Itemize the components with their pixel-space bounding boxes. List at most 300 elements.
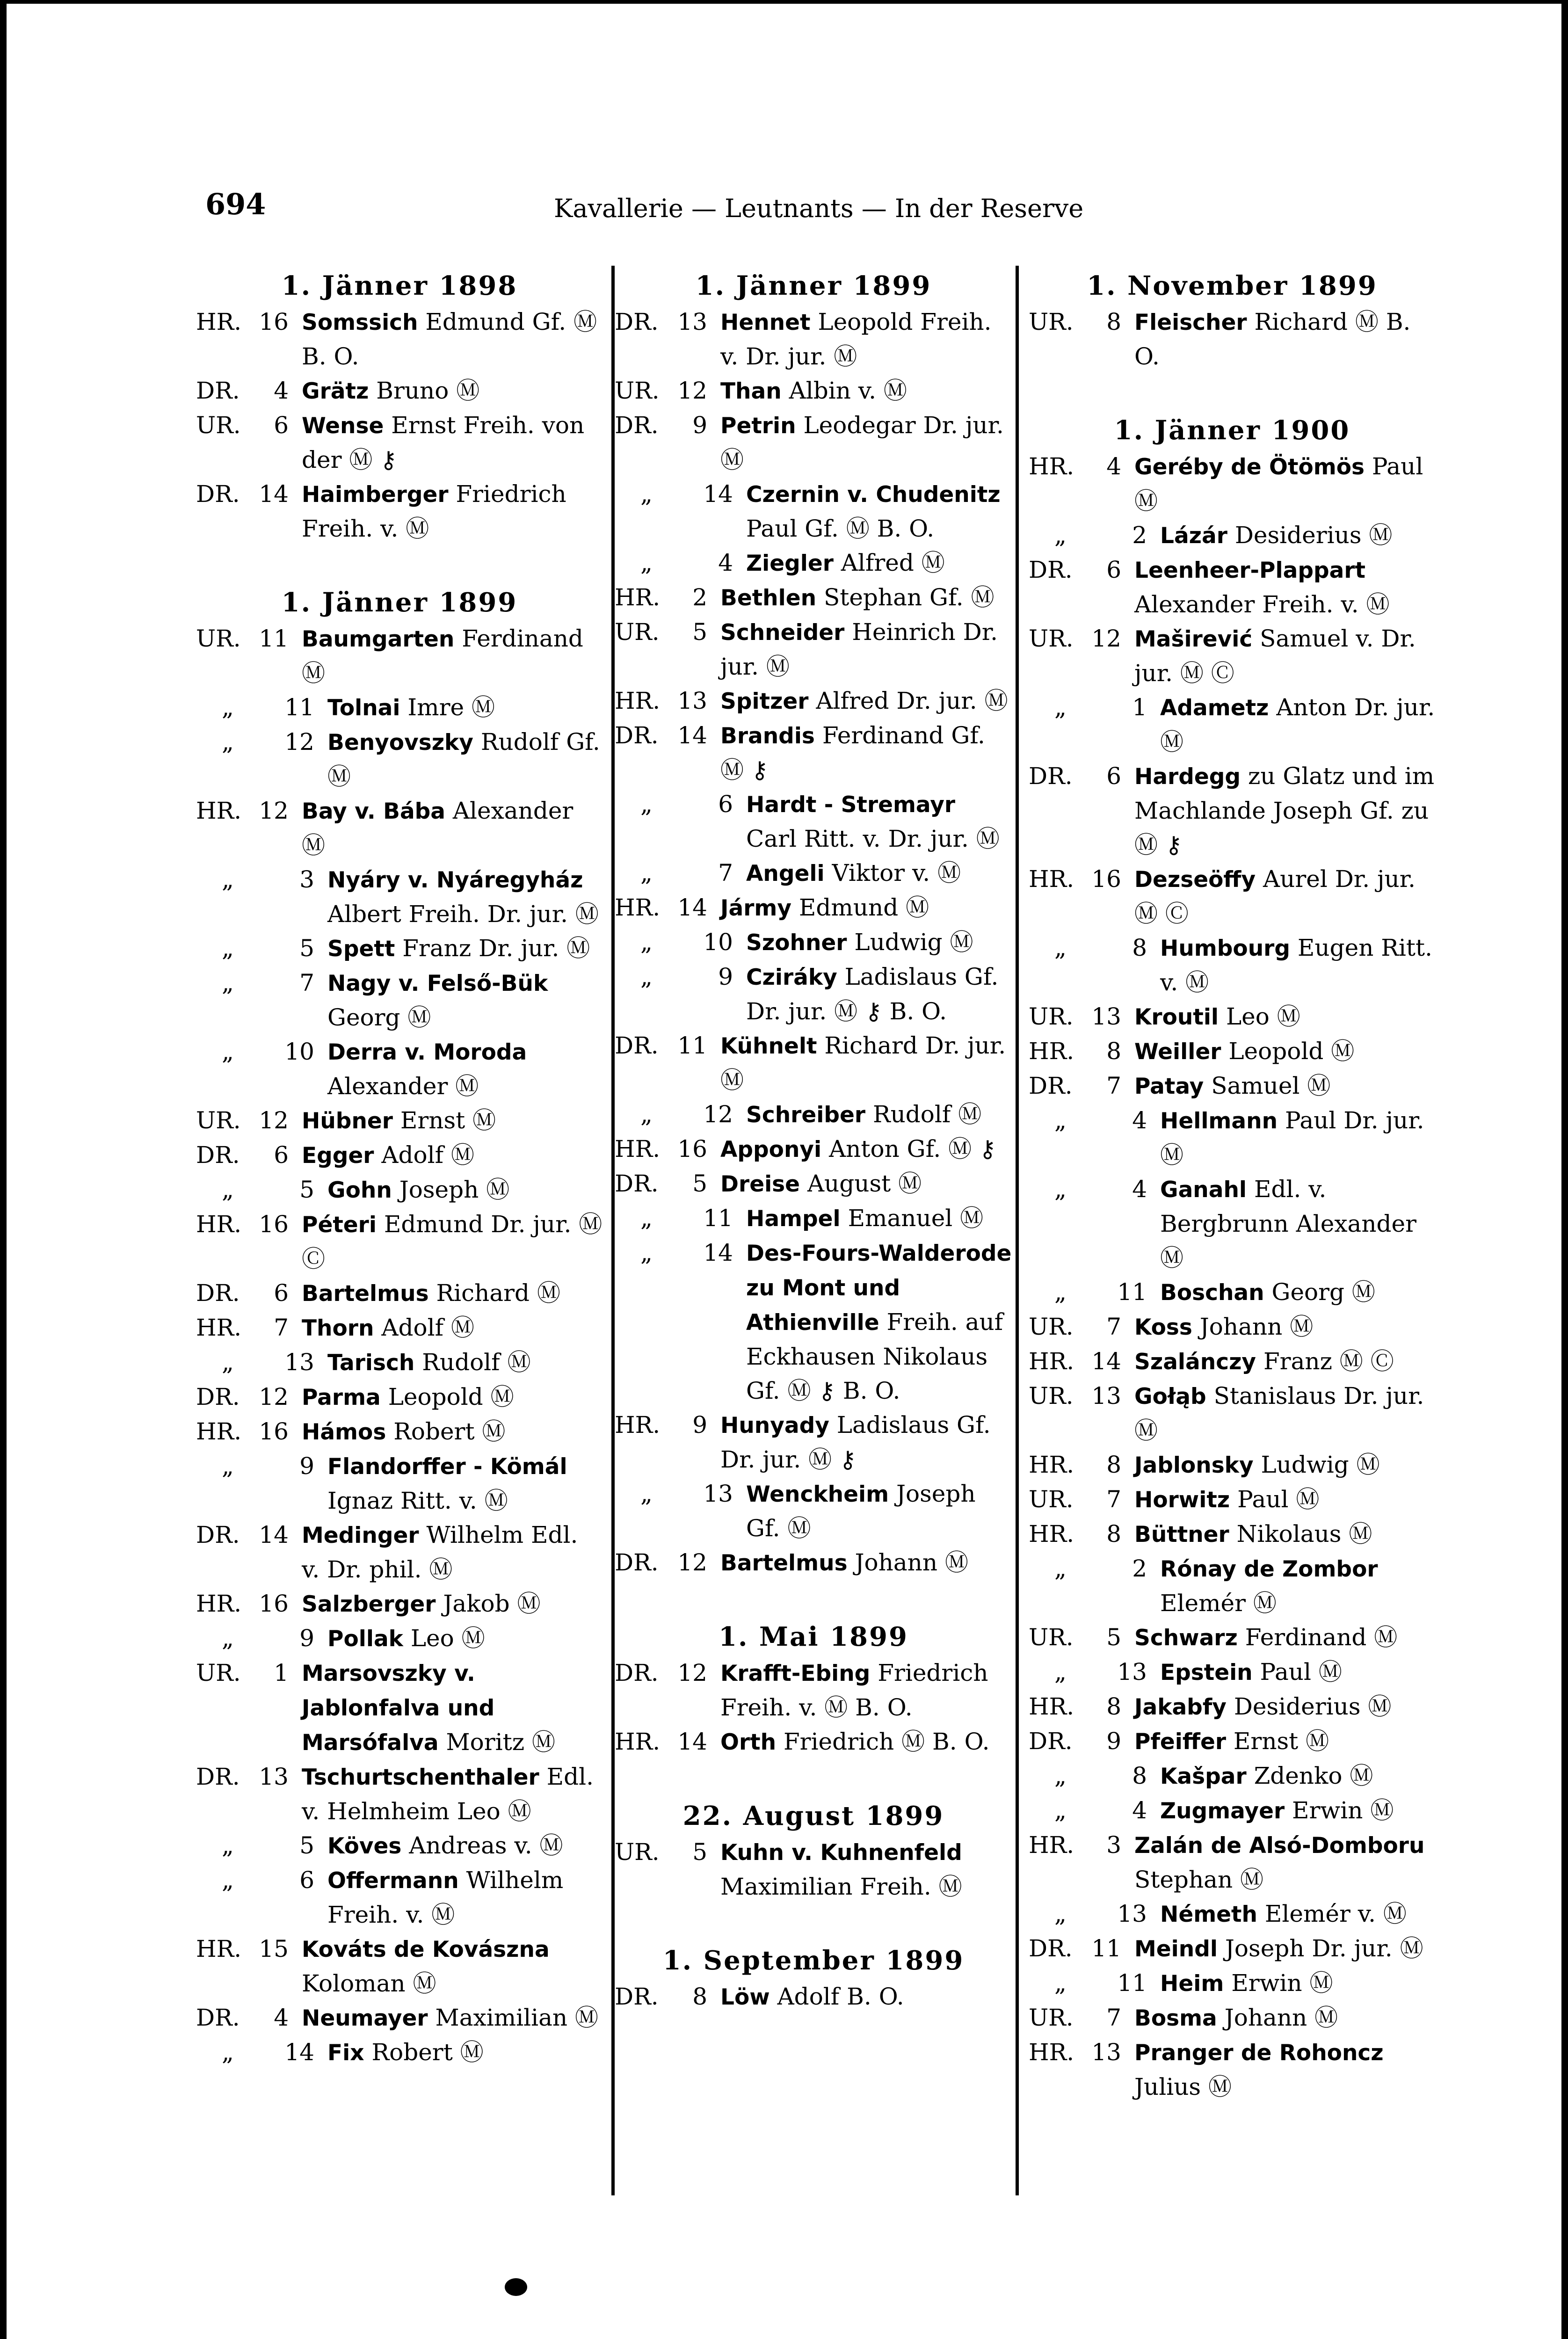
officer-entry <box>196 1449 603 1518</box>
officer-text <box>746 1097 1012 1132</box>
officer-text <box>1134 1620 1436 1655</box>
officer-text <box>327 690 603 725</box>
officer-text <box>302 374 603 408</box>
officer-text <box>720 1656 1012 1725</box>
officer-entry <box>615 1546 1012 1580</box>
regiment-type: DR. <box>615 1659 659 1686</box>
officer-given-names-and-honours: Friedrich Freih. v. Ⓜ B. O. <box>720 1659 988 1721</box>
officer-entry <box>615 581 1012 615</box>
regiment-number: 14 <box>703 480 733 508</box>
officer-given-names-and-honours: Ladislaus Gf. Dr. jur. Ⓜ ⚷ B. O. <box>746 963 999 1025</box>
officer-surname: Bartelmus <box>720 1550 848 1576</box>
regiment-type: HR. <box>1029 453 1074 480</box>
officer-text <box>1160 1759 1436 1794</box>
regiment-type: „ <box>222 1038 234 1065</box>
officer-entry <box>615 477 1012 546</box>
regiment-type: DR. <box>196 1763 240 1790</box>
officer-surname: Büttner <box>1134 1522 1229 1547</box>
officer-text <box>302 1760 603 1829</box>
regiment-type: DR. <box>196 1383 240 1410</box>
officer-text <box>1134 305 1436 374</box>
officer-surname: Bartelmus <box>302 1281 429 1307</box>
regiment-number: 16 <box>1091 865 1121 893</box>
officer-entry <box>615 1029 1012 1097</box>
regiment-type: DR. <box>615 1032 659 1059</box>
officer-text <box>302 2001 603 2035</box>
officer-entry <box>196 1932 603 2001</box>
officer-surname: Pfeiffer <box>1134 1729 1227 1755</box>
regiment-type: DR. <box>196 480 240 508</box>
officer-given-names-and-honours: Ignaz Ritt. v. Ⓜ <box>327 1487 508 1514</box>
officer-surname: Meindl <box>1134 1936 1218 1962</box>
officer-text <box>1134 862 1436 931</box>
regiment-number: 8 <box>1106 308 1121 335</box>
officer-text <box>302 794 603 863</box>
officer-text <box>1134 759 1436 862</box>
regiment-type: „ <box>640 859 653 886</box>
officer-surname: Péteri <box>302 1212 377 1238</box>
regiment-type: HR. <box>196 1935 242 1962</box>
regiment-number: 6 <box>1106 763 1121 790</box>
officer-text <box>720 1408 1012 1477</box>
officer-given-names-and-honours: August Ⓜ <box>807 1170 922 1197</box>
regiment-number: 3 <box>299 866 314 893</box>
officer-entry <box>615 1980 1012 2014</box>
officer-surname: Dreise <box>720 1171 800 1197</box>
regiment-type: „ <box>640 1205 653 1232</box>
officer-text <box>327 863 603 931</box>
column-middle <box>615 270 1012 2014</box>
officer-given-names-and-honours: Alexander Ⓜ <box>302 797 573 859</box>
officer-entry <box>615 305 1012 374</box>
officer-surname: Des-Fours-Walderode zu Mont und Athienville <box>746 1241 1012 1336</box>
officer-given-names-and-honours: Stephan Gf. Ⓜ <box>823 584 995 611</box>
regiment-number: 12 <box>677 1549 707 1576</box>
officer-entry <box>615 1132 1012 1167</box>
officer-entry <box>1029 2001 1436 2035</box>
officer-entry <box>1029 1275 1436 1310</box>
officer-entry <box>1029 1966 1436 2001</box>
regiment-number: 12 <box>703 1101 733 1128</box>
officer-surname: Nyáry v. Nyáregyház <box>327 867 583 893</box>
regiment-type: UR. <box>1029 1313 1074 1340</box>
regiment-type: DR. <box>615 308 659 335</box>
officer-text <box>302 1207 603 1276</box>
regiment-number: 13 <box>677 687 707 714</box>
officer-given-names-and-honours: Georg Ⓜ <box>1271 1278 1375 1306</box>
regiment-number: 9 <box>299 1453 314 1480</box>
regiment-type: HR. <box>196 1211 242 1238</box>
officer-given-names-and-honours: Georg Ⓜ <box>327 1004 431 1031</box>
officer-text <box>1134 1069 1436 1104</box>
officer-entry <box>196 2001 603 2035</box>
regiment-number: 13 <box>1091 1003 1121 1030</box>
officer-given-names-and-honours: Adolf B. O. <box>777 1983 904 2010</box>
regiment-type: „ <box>222 1453 234 1480</box>
regiment-number: 10 <box>284 1038 314 1065</box>
regiment-type: „ <box>222 1867 234 1894</box>
officer-surname: Ganahl <box>1160 1177 1247 1203</box>
officer-entry <box>196 966 603 1035</box>
regiment-number: 12 <box>677 377 707 404</box>
regiment-number: 12 <box>284 728 314 755</box>
regiment-number: 5 <box>1106 1624 1121 1651</box>
officer-surname: Szalánczy <box>1134 1349 1256 1375</box>
regiment-number: 5 <box>692 618 707 646</box>
officer-text <box>720 684 1012 719</box>
regiment-number: 1 <box>274 1659 289 1686</box>
column-divider <box>1016 266 1019 2195</box>
officer-surname: Horwitz <box>1134 1487 1230 1513</box>
officer-entry <box>615 925 1012 960</box>
officer-given-names-and-honours: Elemér v. Ⓜ <box>1264 1900 1407 1927</box>
regiment-number: 13 <box>1091 2039 1121 2066</box>
column-right <box>1029 270 1436 2104</box>
regiment-type: „ <box>1054 694 1067 721</box>
regiment-type: DR. <box>1029 1728 1073 1755</box>
officer-given-names-and-honours: Erwin Ⓜ <box>1292 1797 1394 1824</box>
officer-text <box>720 305 1012 374</box>
officer-surname: Kühnelt <box>720 1033 817 1059</box>
regiment-type: „ <box>1054 1278 1067 1306</box>
regiment-number: 7 <box>299 969 314 996</box>
officer-text <box>720 891 1012 925</box>
regiment-number: 8 <box>1106 1693 1121 1720</box>
regiment-number: 11 <box>703 1205 733 1232</box>
officer-given-names-and-honours: Johann Ⓜ <box>1199 1313 1314 1340</box>
regiment-number: 2 <box>1132 522 1147 549</box>
regiment-type: UR. <box>1029 1624 1074 1651</box>
officer-given-names-and-honours: Samuel v. Dr. jur. Ⓜ Ⓒ <box>1134 625 1416 687</box>
regiment-number: 13 <box>284 1349 314 1376</box>
officer-entry <box>615 1477 1012 1546</box>
officer-text <box>327 1829 603 1863</box>
officer-entry <box>196 477 603 546</box>
regiment-number: 12 <box>259 797 289 824</box>
officer-text <box>1160 1552 1436 1620</box>
regiment-type: UR. <box>1029 2004 1074 2031</box>
officer-surname: Derra v. Moroda <box>327 1039 527 1065</box>
regiment-number: 8 <box>1106 1038 1121 1065</box>
officer-entry <box>1029 305 1436 374</box>
officer-text <box>720 374 1012 408</box>
regiment-type: „ <box>640 963 653 990</box>
officer-entry <box>1029 1759 1436 1794</box>
officer-given-names-and-honours: Edl. v. Helmheim Leo Ⓜ <box>302 1763 594 1825</box>
officer-given-names-and-honours: Rudolf Ⓜ <box>872 1101 982 1128</box>
regiment-type: „ <box>640 480 653 508</box>
regiment-number: 4 <box>274 377 289 404</box>
officer-text <box>720 719 1012 787</box>
officer-given-names-and-honours: Alfred Dr. jur. Ⓜ <box>816 687 1008 714</box>
regiment-number: 5 <box>692 1838 707 1866</box>
regiment-type: „ <box>640 791 653 818</box>
officer-entry <box>615 408 1012 477</box>
officer-surname: Hampel <box>746 1206 841 1232</box>
officer-given-names-and-honours: Anton Gf. Ⓜ ⚷ <box>829 1135 996 1162</box>
officer-entry <box>196 1035 603 1104</box>
regiment-number: 13 <box>703 1480 733 1507</box>
officer-text <box>1134 553 1436 622</box>
officer-given-names-and-honours: Robert Ⓜ <box>371 2039 484 2066</box>
officer-given-names-and-honours: Eugen Ritt. v. Ⓜ <box>1160 934 1433 996</box>
regiment-number: 8 <box>1132 1762 1147 1789</box>
officer-surname: Pranger de Rohoncz <box>1134 2040 1384 2066</box>
officer-text <box>720 1546 1012 1580</box>
regiment-type: DR. <box>196 2004 240 2031</box>
officer-text <box>302 408 603 477</box>
officer-entry <box>615 960 1012 1029</box>
officer-text <box>1160 518 1436 553</box>
officer-given-names-and-honours: Moritz Ⓜ <box>446 1729 555 1756</box>
regiment-number: 14 <box>284 2039 314 2066</box>
regiment-number: 16 <box>677 1135 707 1162</box>
officer-entry <box>1029 1552 1436 1620</box>
officer-entry <box>1029 931 1436 1000</box>
officer-entry <box>615 1201 1012 1236</box>
officer-surname: Hardegg <box>1134 764 1241 790</box>
officer-text <box>746 546 1012 581</box>
officer-entry <box>196 1380 603 1415</box>
regiment-number: 14 <box>677 722 707 749</box>
officer-text <box>1160 1104 1436 1172</box>
section-gap <box>196 546 603 587</box>
regiment-number: 13 <box>1117 1900 1147 1927</box>
officer-entry <box>1029 1828 1436 1897</box>
regiment-number: 13 <box>259 1763 289 1790</box>
regiment-number: 14 <box>677 1728 707 1755</box>
section-gap <box>1029 374 1436 415</box>
officer-surname: Zugmayer <box>1160 1798 1285 1824</box>
regiment-number: 1 <box>1132 694 1147 721</box>
officer-surname: Zalán de Alsó-Domboru <box>1134 1833 1425 1859</box>
officer-text <box>720 1132 1012 1167</box>
officer-surname: Geréby de Ötömös <box>1134 454 1365 480</box>
officer-surname: Egger <box>302 1143 374 1169</box>
officer-given-names-and-honours: Ernst Ⓜ <box>400 1107 496 1134</box>
officer-surname: Schreiber <box>746 1102 866 1128</box>
column-left <box>196 270 603 2070</box>
regiment-number: 11 <box>284 694 314 721</box>
officer-text <box>327 931 603 966</box>
officer-entry <box>196 1415 603 1449</box>
officer-text <box>327 1449 603 1518</box>
regiment-number: 5 <box>299 1176 314 1203</box>
regiment-type: UR. <box>196 1107 241 1134</box>
officer-surname: Ziegler <box>746 551 834 576</box>
officer-entry <box>615 1835 1012 1904</box>
regiment-type: „ <box>1054 1762 1067 1789</box>
officer-surname: Németh <box>1160 1902 1257 1927</box>
officer-given-names-and-honours: Ferdinand Ⓜ <box>302 625 583 687</box>
officer-text <box>746 787 1012 856</box>
officer-text <box>302 1518 603 1587</box>
officer-text <box>1134 1344 1436 1379</box>
officer-surname: Spitzer <box>720 689 809 714</box>
officer-text <box>720 1980 1012 2014</box>
regiment-number: 7 <box>1106 1486 1121 1513</box>
regiment-number: 16 <box>259 1418 289 1445</box>
officer-given-names-and-honours: Ladislaus Gf. Dr. jur. Ⓜ ⚷ <box>720 1411 991 1473</box>
officer-entry <box>1029 1104 1436 1172</box>
officer-given-names-and-honours: Albert Freih. Dr. jur. Ⓜ <box>327 901 599 928</box>
officer-surname: Cziráky <box>746 965 837 990</box>
officer-text <box>302 305 603 374</box>
officer-surname: Fix <box>327 2040 364 2066</box>
officer-entry <box>196 1345 603 1380</box>
officer-text <box>1160 1655 1436 1690</box>
officer-given-names-and-honours: Leo Ⓜ <box>410 1625 485 1652</box>
officer-surname: Benyovszky <box>327 730 473 755</box>
regiment-number: 16 <box>259 308 289 335</box>
officer-given-names-and-honours: Paul Ⓜ <box>1237 1486 1320 1513</box>
regiment-type: UR. <box>196 1659 241 1686</box>
officer-text <box>1134 2035 1436 2104</box>
officer-given-names-and-honours: Johann Ⓜ <box>1224 2004 1338 2031</box>
regiment-number: 9 <box>718 963 733 990</box>
officer-given-names-and-honours: Desiderius Ⓜ <box>1234 1693 1392 1720</box>
officer-surname: Humbourg <box>1160 936 1290 961</box>
regiment-number: 8 <box>1106 1451 1121 1478</box>
officer-entry <box>615 787 1012 856</box>
officer-entry <box>1029 450 1436 518</box>
officer-surname: Lázár <box>1160 523 1227 549</box>
officer-entry <box>196 725 603 794</box>
officer-entry <box>615 719 1012 787</box>
regiment-number: 11 <box>1091 1935 1121 1962</box>
officer-given-names-and-honours: Paul Dr. jur. Ⓜ <box>1160 1107 1424 1169</box>
officer-given-names-and-honours: Nikolaus Ⓜ <box>1236 1520 1372 1547</box>
section-date-heading: 1. September 1899 <box>662 1945 965 1976</box>
officer-entry <box>196 1311 603 1345</box>
officer-text <box>1134 1932 1436 1966</box>
section-date-heading: 1. Jänner 1898 <box>281 270 518 301</box>
officer-surname: Hámos <box>302 1419 386 1445</box>
officer-given-names-and-honours: Robert Ⓜ <box>393 1418 506 1445</box>
regiment-type: DR. <box>1029 763 1073 790</box>
officer-given-names-and-honours: Leopold Freih. v. Dr. jur. Ⓜ <box>720 308 992 370</box>
regiment-type: HR. <box>1029 1693 1074 1720</box>
officer-surname: Medinger <box>302 1523 419 1548</box>
regiment-number: 13 <box>1091 1382 1121 1409</box>
officer-surname: Maširević <box>1134 626 1253 652</box>
officer-text <box>327 1035 603 1104</box>
officer-text <box>1134 622 1436 690</box>
officer-entry <box>1029 1620 1436 1655</box>
regiment-number: 8 <box>692 1983 707 2010</box>
officer-entry <box>1029 1000 1436 1034</box>
officer-surname: Offermann <box>327 1868 459 1894</box>
regiment-type: DR. <box>615 1170 659 1197</box>
officer-text <box>1134 1448 1436 1482</box>
officer-entry <box>196 2035 603 2070</box>
officer-given-names-and-honours: Wilhelm Edl. v. Dr. phil. Ⓜ <box>302 1521 578 1583</box>
officer-surname: Marsovszky v. Jablonfalva und Marsófalva <box>302 1661 495 1756</box>
regiment-type: HR. <box>1029 1831 1074 1859</box>
regiment-type: „ <box>640 1480 653 1507</box>
regiment-type: UR. <box>1029 308 1074 335</box>
officer-surname: Brandis <box>720 723 815 749</box>
officer-entry <box>615 546 1012 581</box>
regiment-number: 13 <box>1117 1658 1147 1685</box>
regiment-number: 15 <box>259 1935 289 1962</box>
officer-entry <box>196 374 603 408</box>
officer-entry <box>196 1656 603 1760</box>
officer-entry <box>196 1829 603 1863</box>
officer-surname: Czernin v. Chudenitz <box>746 482 1001 508</box>
officer-entry <box>1029 862 1436 931</box>
regiment-number: 4 <box>1132 1176 1147 1203</box>
officer-given-names-and-honours: Edl. v. Bergbrunn Alexander Ⓜ <box>1160 1176 1417 1271</box>
officer-surname: Spett <box>327 936 395 962</box>
page-number: 694 <box>205 187 266 221</box>
officer-given-names-and-honours: Ferdinand Ⓜ <box>1245 1624 1398 1651</box>
officer-surname: Jablonsky <box>1134 1453 1254 1478</box>
officer-text <box>746 1477 1012 1546</box>
officer-entry <box>1029 1690 1436 1724</box>
column-divider <box>611 266 615 2195</box>
officer-surname: Hübner <box>302 1108 393 1134</box>
regiment-number: 10 <box>703 929 733 956</box>
officer-given-names-and-honours: Paul Ⓜ <box>1260 1658 1342 1685</box>
regiment-type: DR. <box>1029 1072 1073 1099</box>
officer-surname: Szohner <box>746 930 847 956</box>
regiment-number: 7 <box>718 859 733 886</box>
officer-entry <box>1029 1482 1436 1517</box>
officer-entry <box>615 891 1012 925</box>
officer-text <box>1160 690 1436 759</box>
regiment-number: 7 <box>274 1314 289 1341</box>
regiment-number: 14 <box>259 480 289 508</box>
officer-surname: Salzberger <box>302 1591 436 1617</box>
regiment-type: „ <box>222 728 234 755</box>
officer-text <box>1160 1275 1436 1310</box>
regiment-type: „ <box>222 1625 234 1652</box>
officer-surname: Tolnai <box>327 695 400 721</box>
regiment-number: 5 <box>299 1832 314 1859</box>
regiment-type: HR. <box>1029 865 1074 893</box>
regiment-number: 2 <box>1132 1555 1147 1582</box>
regiment-number: 8 <box>1106 1520 1121 1547</box>
officer-given-names-and-honours: Wilhelm Freih. v. Ⓜ <box>327 1867 564 1928</box>
officer-given-names-and-honours: Leodegar Dr. jur. Ⓜ <box>720 412 1004 473</box>
officer-text <box>327 966 603 1035</box>
section-date-heading: 1. Mai 1899 <box>719 1621 908 1652</box>
officer-text <box>1160 1897 1436 1932</box>
officer-surname: Leenheer-Plappart <box>1134 558 1365 583</box>
officer-entry <box>1029 1448 1436 1482</box>
officer-entry <box>1029 553 1436 622</box>
officer-entry <box>615 1656 1012 1725</box>
regiment-number: 9 <box>299 1625 314 1652</box>
officer-text <box>746 1236 1012 1408</box>
regiment-number: 14 <box>677 894 707 921</box>
officer-surname: Flandorffer - Kömál <box>327 1454 567 1480</box>
section-date-heading: 1. Jänner 1899 <box>281 587 518 618</box>
officer-given-names-and-honours: zu Glatz und im Machlande Joseph Gf. zu Ⓜ ⚷ <box>1134 763 1435 858</box>
officer-entry <box>196 1518 603 1587</box>
regiment-type: UR. <box>196 625 241 652</box>
officer-text <box>720 1725 1012 1759</box>
officer-surname: Heim <box>1160 1971 1224 1997</box>
regiment-number: 12 <box>259 1383 289 1410</box>
officer-text <box>720 408 1012 477</box>
officer-given-names-and-honours: Rudolf Ⓜ <box>422 1349 531 1376</box>
regiment-type: „ <box>222 1349 234 1376</box>
officer-entry <box>1029 518 1436 553</box>
regiment-number: 9 <box>692 412 707 439</box>
officer-given-names-and-honours: Desiderius Ⓜ <box>1234 522 1393 549</box>
